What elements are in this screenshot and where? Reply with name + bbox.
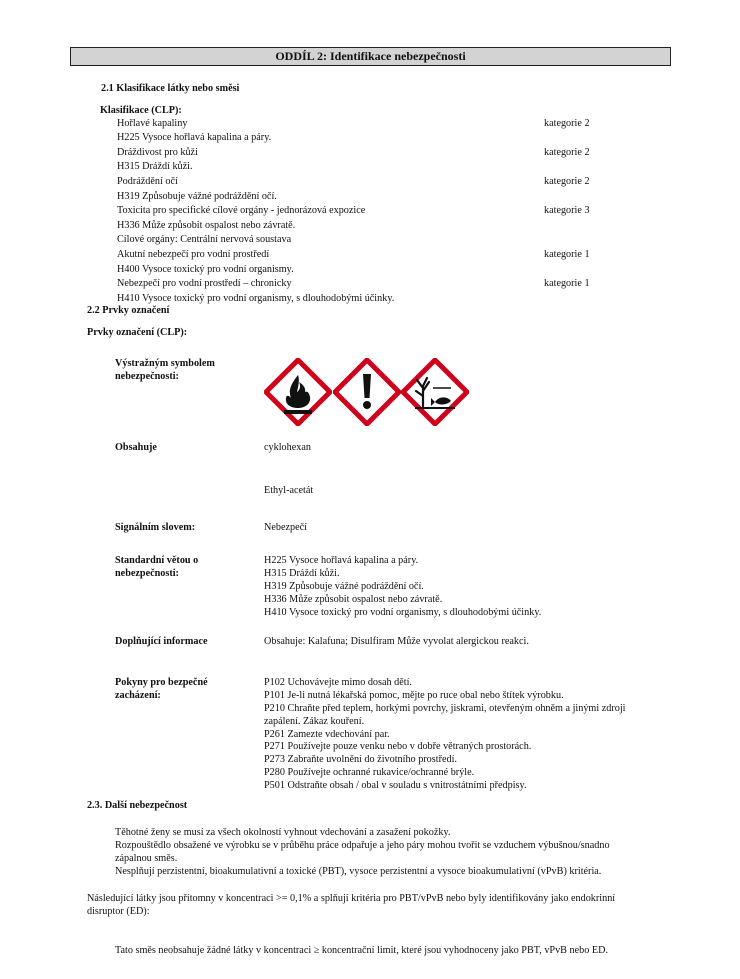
category-value: kategorie 3 xyxy=(544,205,590,217)
category-value: kategorie 1 xyxy=(544,248,590,260)
exclamation-icon xyxy=(333,358,401,426)
classification-row: Akutní nebezpečí pro vodní prostředí kategorie 1 xyxy=(117,248,617,263)
precautionary-statement: P280 Používejte ochranné rukavice/ochranné brýle. xyxy=(264,767,475,779)
classification-row: H336 Může způsobit ospalost nebo závratě. xyxy=(117,219,296,231)
hazard-statement: H410 Vysoce toxický pro vodní organismy, s dlouhodobými účinky. xyxy=(264,606,542,618)
classification-row: Dráždivost pro kůži kategorie 2 xyxy=(117,146,617,161)
contains-label: Obsahuje xyxy=(115,442,157,453)
signal-word-value: Nebezpečí xyxy=(264,522,307,533)
precautionary-statement: P273 Zabraňte uvolnění do životního prostředí. xyxy=(264,754,457,766)
category-value: kategorie 2 xyxy=(544,146,590,158)
subsection-2-1-heading: 2.1 Klasifikace látky nebo směsi xyxy=(101,83,240,94)
category-value: kategorie 2 xyxy=(544,117,590,129)
classification-row: Toxicita pro specifické cílové orgány - jednorázová expozice kategorie 3 xyxy=(117,204,617,219)
hazard-statement: H225 Vysoce hořlavá kapalina a páry. xyxy=(264,555,419,566)
precautionary-label: Pokyny pro bezpečné zacházení: xyxy=(115,677,208,701)
contains-substance-1: cyklohexan xyxy=(264,442,311,453)
supplementary-info-value: Obsahuje: Kalafuna; Disulfiram Může vyvolat alergickou reakci. xyxy=(264,636,529,647)
precautionary-statement: P271 Používejte pouze venku nebo v dobře větraných prostorách. xyxy=(264,741,532,753)
final-statement: Tato směs neobsahuje žádné látky v koncentraci ≥ koncentrační limit, které jsou vyhodnoceny jako PBT, vPvB nebo ED. xyxy=(115,945,609,956)
other-hazards-text: Těhotné ženy se musí za všech okolností vyhnout vdechování a zasažení pokožky. Rozpouštědlo obsažené ve výrobku se v průběhu práce odpařuje a jeho páry mohou tvořit se vzduchem výbušnou/snadno zápalnou směs. Nesplňují perzistentní, bioakumulativní a toxické (PBT), vysoce perzistentní a vysoce bioakumulativní (vPvB) kritéria. xyxy=(115,827,610,877)
classification-row: H225 Vysoce hořlavá kapalina a páry. xyxy=(117,132,272,144)
environment-icon xyxy=(401,358,469,426)
pictogram-label: Výstražným symbolem nebezpečnosti: xyxy=(115,358,215,382)
subsection-2-2-heading: 2.2 Prvky označení xyxy=(87,305,170,316)
classification-row: H410 Vysoce toxický pro vodní organismy, s dlouhodobými účinky. xyxy=(117,292,395,304)
hazard-statement: H315 Dráždí kůži. xyxy=(264,567,340,579)
classification-row: Hořlavé kapaliny kategorie 2 xyxy=(117,117,617,132)
classification-row: Nebezpečí pro vodní prostředí – chronicky kategorie 1 xyxy=(117,277,617,292)
precautionary-statement: P101 Je-li nutná lékařská pomoc, mějte po ruce obal nebo štítek výrobku. xyxy=(264,689,564,701)
classification-row: H315 Dráždí kůži. xyxy=(117,161,193,173)
signal-word-label: Signálním slovem: xyxy=(115,522,196,533)
hazard-statement: H336 Může způsobit ospalost nebo závratě. xyxy=(264,593,443,605)
supplementary-info-label: Doplňující informace xyxy=(115,636,208,647)
precautionary-statement: P261 Zamezte vdechování par. xyxy=(264,728,390,740)
hazard-statements-list xyxy=(264,555,541,619)
classification-row: H400 Vysoce toxický pro vodní organismy. xyxy=(117,263,294,275)
labelling-clp-heading: Prvky označení (CLP): xyxy=(87,327,188,338)
section-title-bar xyxy=(70,47,671,66)
precautionary-statements-list xyxy=(264,677,626,793)
section-title: ODDÍL 2: Identifikace nebezpečnosti xyxy=(275,49,466,63)
subsection-2-3-heading: 2.3. Další nebezpečnost xyxy=(87,800,188,811)
classification-row: Cílové orgány: Centrální nervová soustava xyxy=(117,234,292,246)
precautionary-statement: P210 Chraňte před teplem, horkými povrchy, jiskrami, otevřeným ohněm a jinými zdroji xyxy=(264,702,626,714)
category-value: kategorie 1 xyxy=(544,278,590,290)
category-value: kategorie 2 xyxy=(544,175,590,187)
contains-substance-2: Ethyl-acetát xyxy=(264,485,314,496)
hazard-statements-label: Standardní větou o nebezpečnosti: xyxy=(115,555,199,579)
classification-clp-heading: Klasifikace (CLP): xyxy=(100,105,182,116)
precautionary-statement: P102 Uchovávejte mimo dosah dětí. xyxy=(264,677,412,688)
edc-statement: Následující látky jsou přítomny v koncentraci >= 0,1% a splňují kritéria pro PBT/vPvB nebo byly identifikovány jako endokrinní disruptor (ED): xyxy=(87,893,616,917)
hazard-statement: H319 Způsobuje vážné podráždění očí. xyxy=(264,580,424,592)
flame-icon xyxy=(264,358,332,426)
precautionary-statement: zapálení. Zákaz kouření. xyxy=(264,715,365,727)
classification-row: H319 Způsobuje vážné podráždění očí. xyxy=(117,190,277,202)
classification-row: Podráždění očí kategorie 2 xyxy=(117,175,617,190)
precautionary-statement: P501 Odstraňte obsah / obal v souladu s vnitrostátními předpisy. xyxy=(264,780,527,792)
